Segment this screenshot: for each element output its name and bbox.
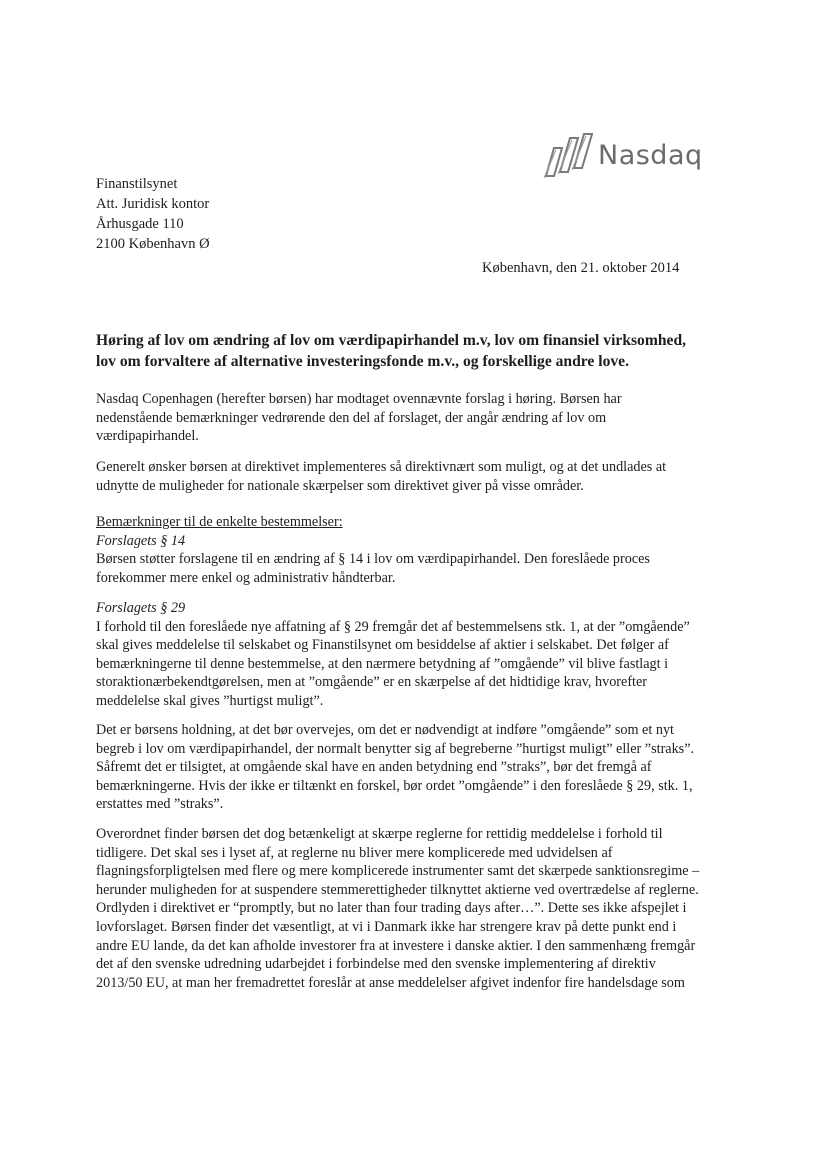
text-line: storaktionærbekendtgørelsen, men at ”omgående” er en skærpelse af det hidtidige krav, hvorefter (96, 674, 648, 691)
paragraph-intro (96, 390, 746, 446)
text-line: det af den svenske udredning udarbejdet i forbindelse med den svenske implementering af direktiv (96, 956, 656, 973)
text-line: I forhold til den foreslåede nye affatning af § 29 fremgår det af bestemmelsens stk. 1, at der ”omgående” (96, 618, 690, 635)
address-line: Att. Juridisk kontor (96, 196, 210, 212)
text-line: Såfremt det er tilsigtet, at omgående skal have en anden betydning end ”straks”, bør det fremgå af (96, 759, 652, 776)
letter-date: København, den 21. oktober 2014 (482, 260, 680, 276)
text-line: Det er børsens holdning, at det bør overvejes, om det er nødvendigt at indføre ”omgående” som et nyt (96, 722, 674, 738)
letter-heading (96, 330, 736, 372)
text-line: bemærkningerne. Hvis der ikke er tiltænkt en forskel, bør ordet ”omgående” i den foreslåede § 29, stk. 1, (96, 777, 693, 794)
text-line: Børsen støtter forslagene til en ændring af § 14 i lov om værdipapirhandel. Den foreslåede proces (96, 551, 650, 568)
paragraph-general (96, 458, 746, 495)
text-line: andre EU lande, da det kan afholde investorer fra at investere i danske aktier. I den sammenhæng fremgår (96, 937, 696, 954)
remarks-title: Bemærkninger til de enkelte bestemmelser: (96, 514, 343, 530)
text-line: tidligere. Det skal ses i lyset af, at reglerne nu bliver mere komplicerede med udvidelsen af (96, 844, 613, 861)
text-line: 2013/50 EU, at man her fremadrettet foreslår at anse meddelelser afgivet indenfor fire handelsdage som (96, 974, 685, 991)
section-14-title: Forslagets § 14 (96, 532, 186, 549)
text-line: bemærkningerne til denne bestemmelse, at den nærmere betydning af ”omgående” vil blive fastlagt i (96, 655, 669, 672)
paragraph-overall (96, 825, 746, 992)
text-line: Ordlyden i direktivet er “promptly, but no later than four trading days after…”. Dette ses ikke afspejlet i (96, 900, 687, 917)
text-line: erstattes med ”straks”. (96, 796, 224, 813)
text-line: værdipapirhandel. (96, 428, 199, 445)
text-line: begreb i lov om værdipapirhandel, der normalt benytter sig af begreberne ”hurtigst muligt” eller ”straks”. (96, 740, 695, 757)
paragraph-holding (96, 721, 746, 814)
address-line: 2100 København Ø (96, 236, 210, 252)
heading-line: lov om forvaltere af alternative investeringsfonde m.v., og forskellige andre love. (96, 353, 629, 370)
heading-line: Høring af lov om ændring af lov om værdipapirhandel m.v, lov om finansiel virksomhed, (96, 332, 687, 349)
text-line: Nasdaq Copenhagen (herefter børsen) har modtaget ovennævnte forslag i høring. Børsen har (96, 391, 622, 407)
text-line: flagningsforpligtelsen med flere og mere komplicerede instrumenter samt det skærpede sanktionsregime – (96, 863, 700, 880)
text-line: skal gives meddelelse til selskabet og Finanstilsynet om besiddelse af aktier i selskabet. Det følger af (96, 637, 669, 654)
text-line: meddelelse skal gives ”hurtigst muligt”. (96, 692, 324, 709)
section-29 (96, 599, 746, 711)
text-line: lovforslaget. Børsen finder det væsentligt, at vi i Danmark ikke har strengere krav på dette punkt end i (96, 918, 677, 935)
section-29-title: Forslagets § 29 (96, 600, 186, 616)
text-line: nedenstående bemærkninger vedrørende den del af forslaget, der angår ændring af lov om (96, 409, 607, 426)
nasdaq-logo-icon (538, 128, 596, 184)
text-line: forekommer mere enkel og administrativ håndterbar. (96, 569, 396, 586)
address-line: Finanstilsynet (96, 176, 178, 192)
section-remarks (96, 513, 746, 587)
nasdaq-logo (538, 128, 728, 184)
address-line: Århusgade 110 (96, 216, 184, 232)
recipient-address (96, 174, 210, 254)
text-line: Generelt ønsker børsen at direktivet implementeres så direktivnært som muligt, og at det undlades at (96, 459, 667, 475)
text-line: Overordnet finder børsen det dog betænkeligt at skærpe reglerne for rettidig meddelelse i forhold til (96, 826, 663, 842)
nasdaq-logo-text: Nasdaq (598, 140, 703, 171)
text-line: herunder muligheden for at suspendere stemmerettigheder tilknyttet aktierne ved overtrædelse af reglerne. (96, 881, 699, 898)
text-line: udnytte de muligheder for nationale skærpelser som direktivet giver på visse områder. (96, 477, 584, 494)
